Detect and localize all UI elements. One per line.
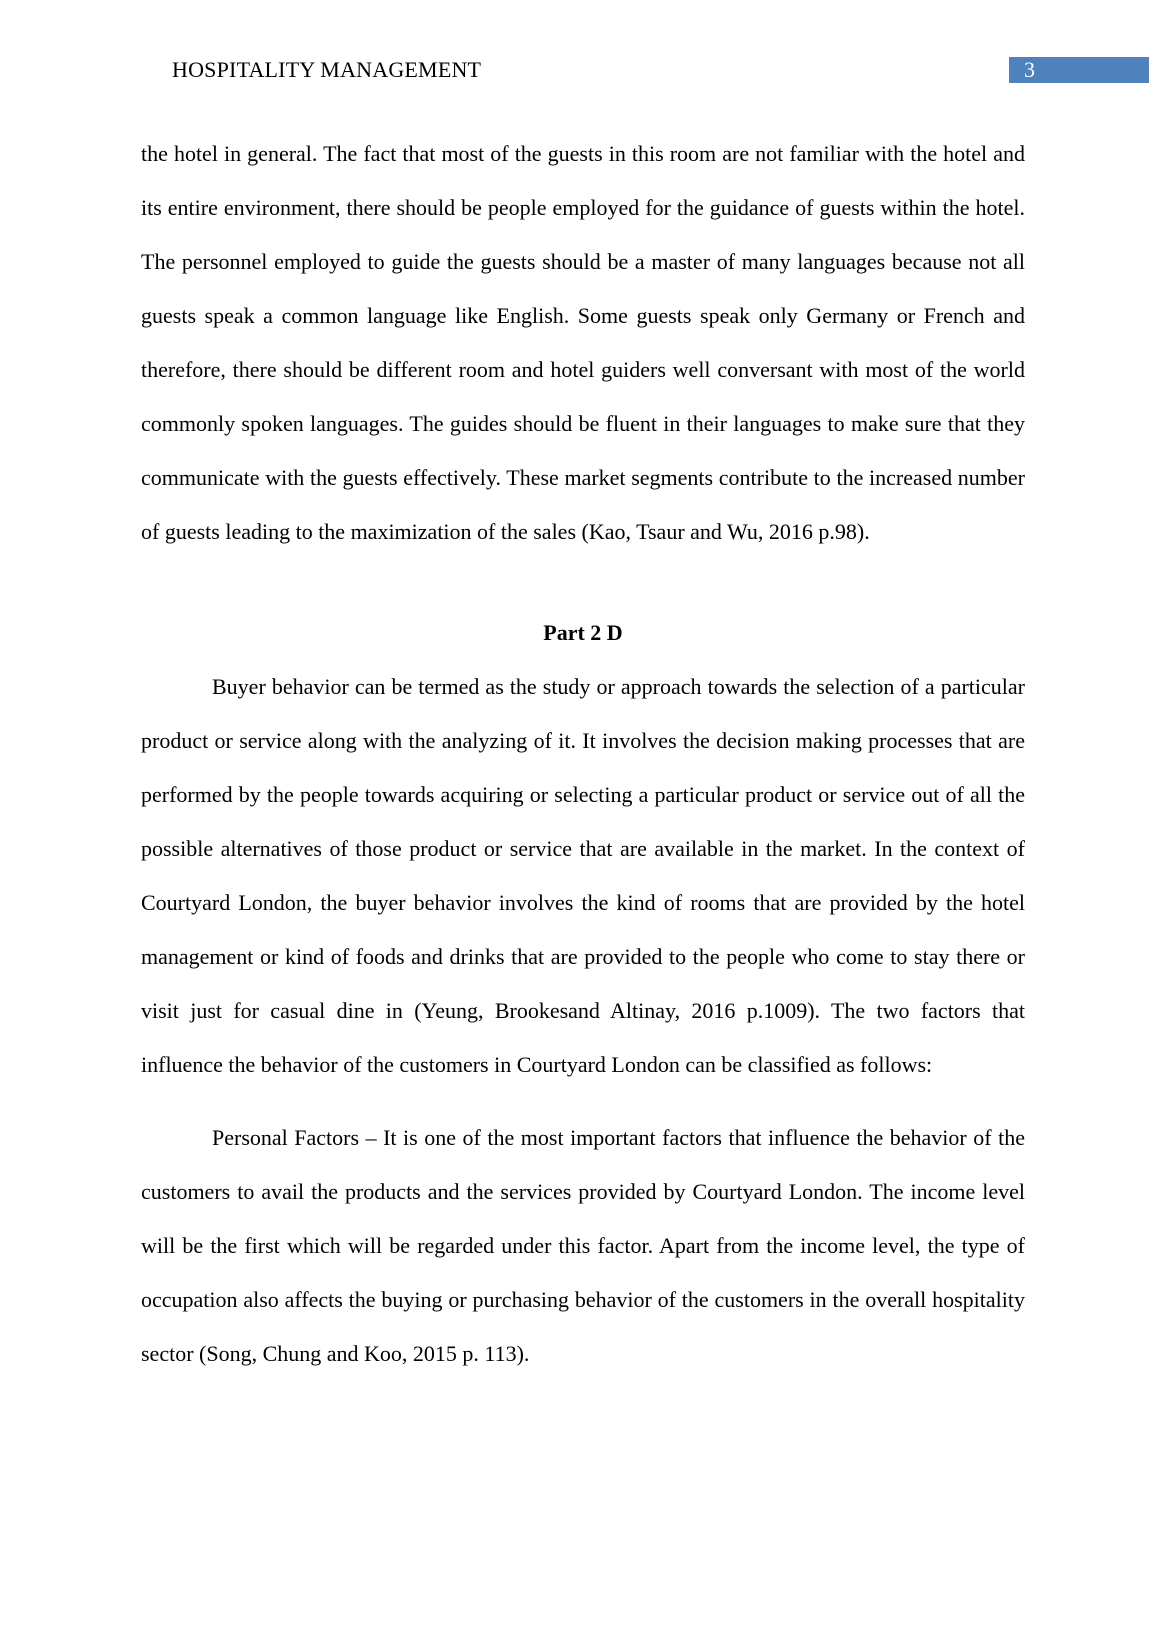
personal-factors-paragraph: Personal Factors – It is one of the most important factors that influence the behavior of the customers to avail the products and the services provided by Courtyard London. The income level will be the first which will be regarded under this factor. Apart from the income level, the type of occupation also affects the buying or purchasing behavior of the customers in the overall hospitality sector (Song, Chung and Koo, 2015 p. 113). [141, 1125, 1025, 1366]
buyer-behavior-paragraph: Buyer behavior can be termed as the study or approach towards the selection of a particular product or service along with the analyzing of it. It involves the decision making processes that are performed by the people towards acquiring or selecting a particular product or service out of all the possible alternatives of those product or service that are available in the market. In the context of Courtyard London, the buyer behavior involves the kind of rooms that are provided by the hotel management or kind of foods and drinks that are provided to the people who come to stay there or visit just for casual dine in (Yeung, Brookesand Altinay, 2016 p.1009). The two factors that influence the behavior of the customers in Courtyard London can be classified as follows: [141, 674, 1025, 1077]
page-number-box [1009, 57, 1149, 83]
running-header-title: HOSPITALITY MANAGEMENT [172, 57, 482, 82]
section-heading: Part 2 D [543, 620, 623, 645]
document-body [141, 127, 1025, 1381]
continuation-paragraph: the hotel in general. The fact that most of the guests in this room are not familiar with the hotel and its entire environment, there should be people employed for the guidance of guests within the hotel. The personnel employed to guide the guests should be a master of many languages because not all guests speak a common language like English. Some guests speak only Germany or French and therefore, there should be different room and hotel guiders well conversant with most of the world commonly spoken languages. The guides should be fluent in their languages to make sure that they communicate with the guests effectively. These market segments contribute to the increased number of guests leading to the maximization of the sales (Kao, Tsaur and Wu, 2016 p.98). [141, 141, 1025, 544]
page-number: 3 [1024, 57, 1035, 82]
